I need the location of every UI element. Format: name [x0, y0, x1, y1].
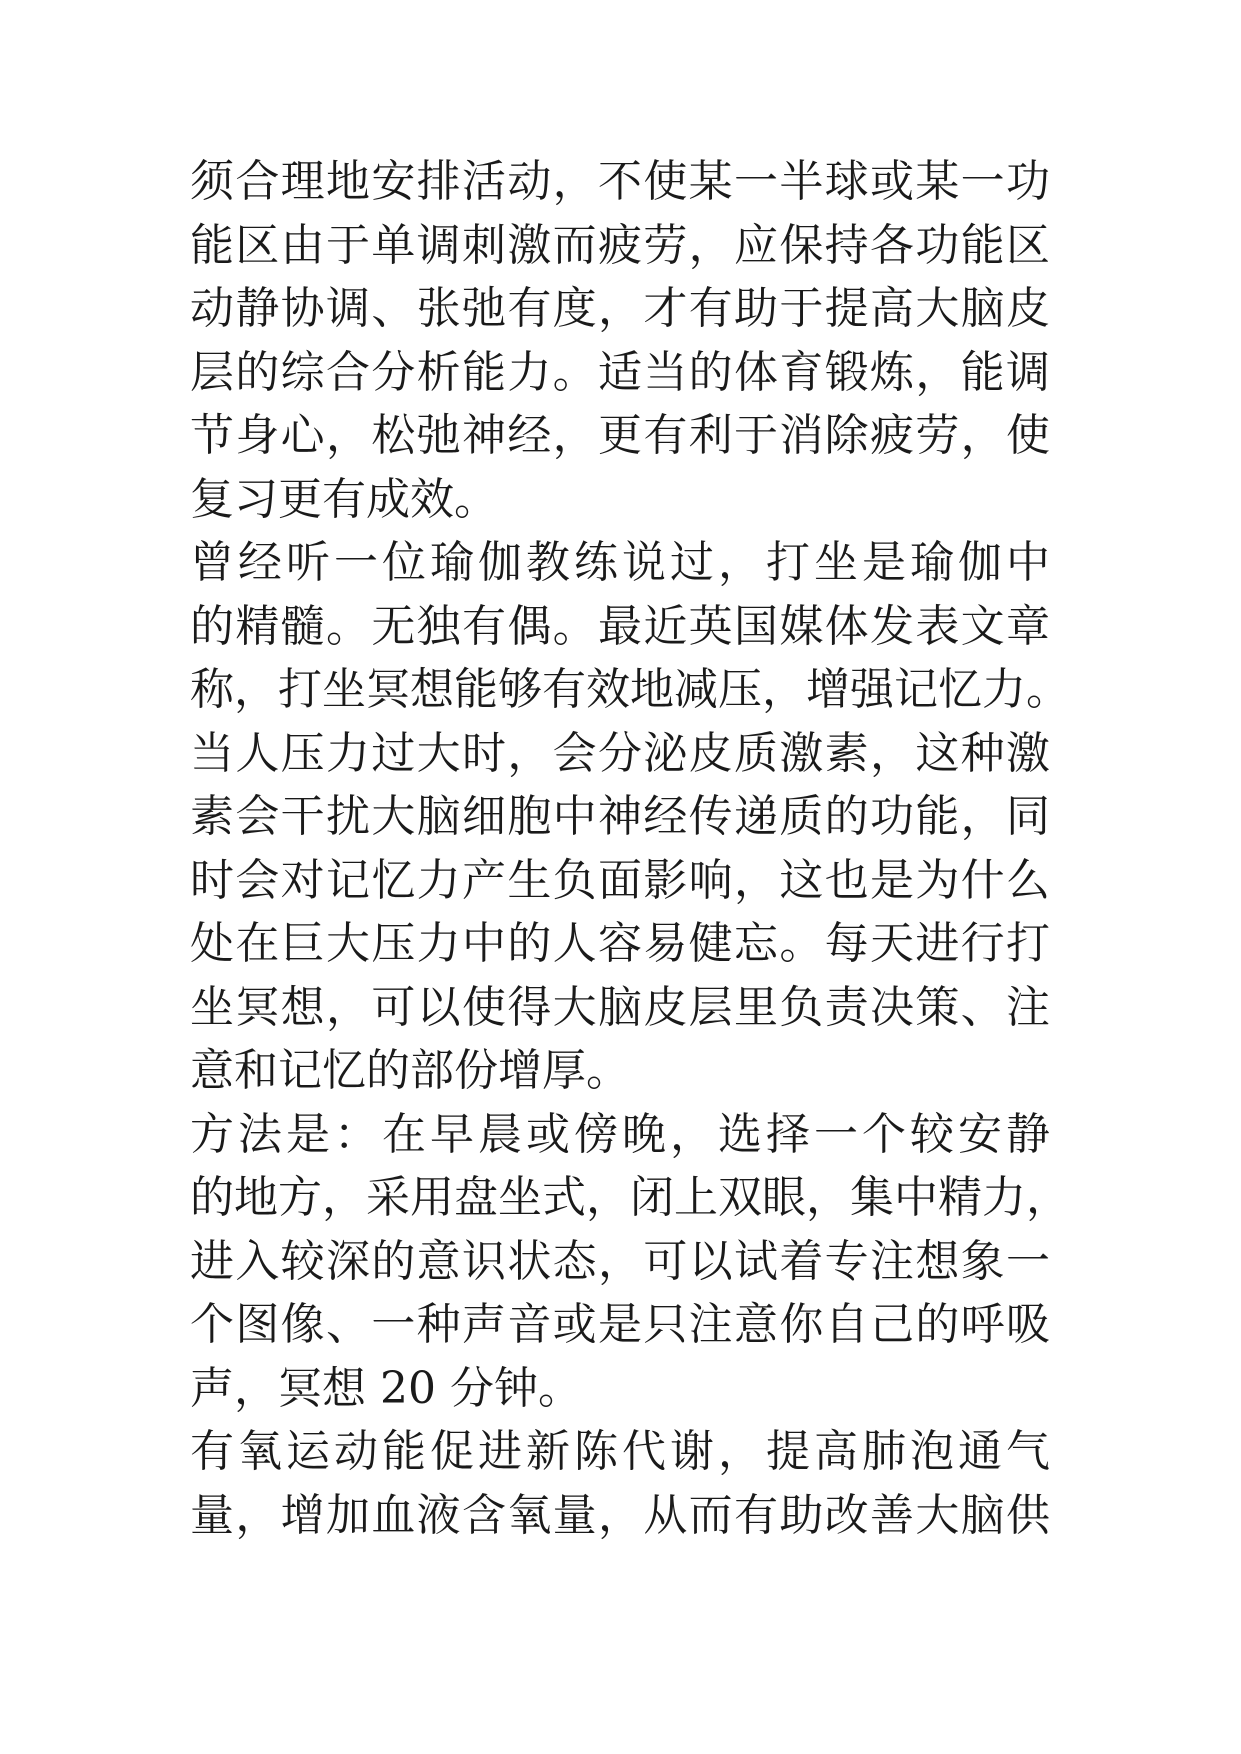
text-line: 的精髓。无独有偶。最近英国媒体发表文章 — [190, 600, 1050, 652]
text-line: 量，增加血液含氧量，从而有助改善大脑供 — [190, 1489, 1050, 1541]
text-line: 素会干扰大脑细胞中神经传递质的功能，同 — [190, 791, 1050, 842]
text-line: 能区由于单调刺激而疲劳，应保持各功能区 — [190, 219, 1050, 271]
text-line: 曾经听一位瑜伽教练说过，打坐是瑜伽中 — [190, 537, 1050, 588]
text-line: 须合理地安排活动，不使某一半球或某一功 — [190, 156, 1050, 207]
paragraph-3 — [190, 1103, 1070, 1421]
text-line: 动静协调、张弛有度，才有助于提高大脑皮 — [190, 283, 1050, 334]
text-line: 个图像、一种声音或是只注意你自己的呼吸 — [190, 1299, 1050, 1350]
paragraph-4 — [190, 1420, 1050, 1547]
text-line: 节身心，松弛神经，更有利于消除疲劳，使 — [190, 410, 1050, 461]
text-line: 声，冥想 20 分钟。 — [190, 1362, 582, 1414]
text-line: 称，打坐冥想能够有效地减压，增强记忆力。 — [190, 664, 1070, 715]
body-text — [190, 150, 1070, 1547]
text-line: 时会对记忆力产生负面影响，这也是为什么 — [190, 854, 1050, 906]
text-line: 进入较深的意识状态，可以试着专注想象一 — [190, 1235, 1050, 1287]
text-line: 层的综合分析能力。适当的体育锻炼，能调 — [190, 346, 1050, 398]
text-line: 处在巨大压力中的人容易健忘。每天进行打 — [190, 918, 1050, 969]
paragraph-2 — [190, 531, 1070, 1103]
text-line: 坐冥想，可以使得大脑皮层里负责决策、注 — [190, 981, 1050, 1033]
text-line: 当人压力过大时，会分泌皮质激素，这种激 — [190, 727, 1050, 779]
text-line: 的地方，采用盘坐式，闭上双眼，集中精力， — [190, 1172, 1070, 1223]
text-line: 复习更有成效。 — [190, 473, 498, 525]
text-line: 方法是：在早晨或傍晚，选择一个较安静 — [190, 1108, 1050, 1160]
paragraph-1 — [190, 150, 1050, 531]
text-line: 有氧运动能促进新陈代谢，提高肺泡通气 — [190, 1426, 1050, 1477]
text-line: 意和记忆的部份增厚。 — [190, 1045, 630, 1096]
